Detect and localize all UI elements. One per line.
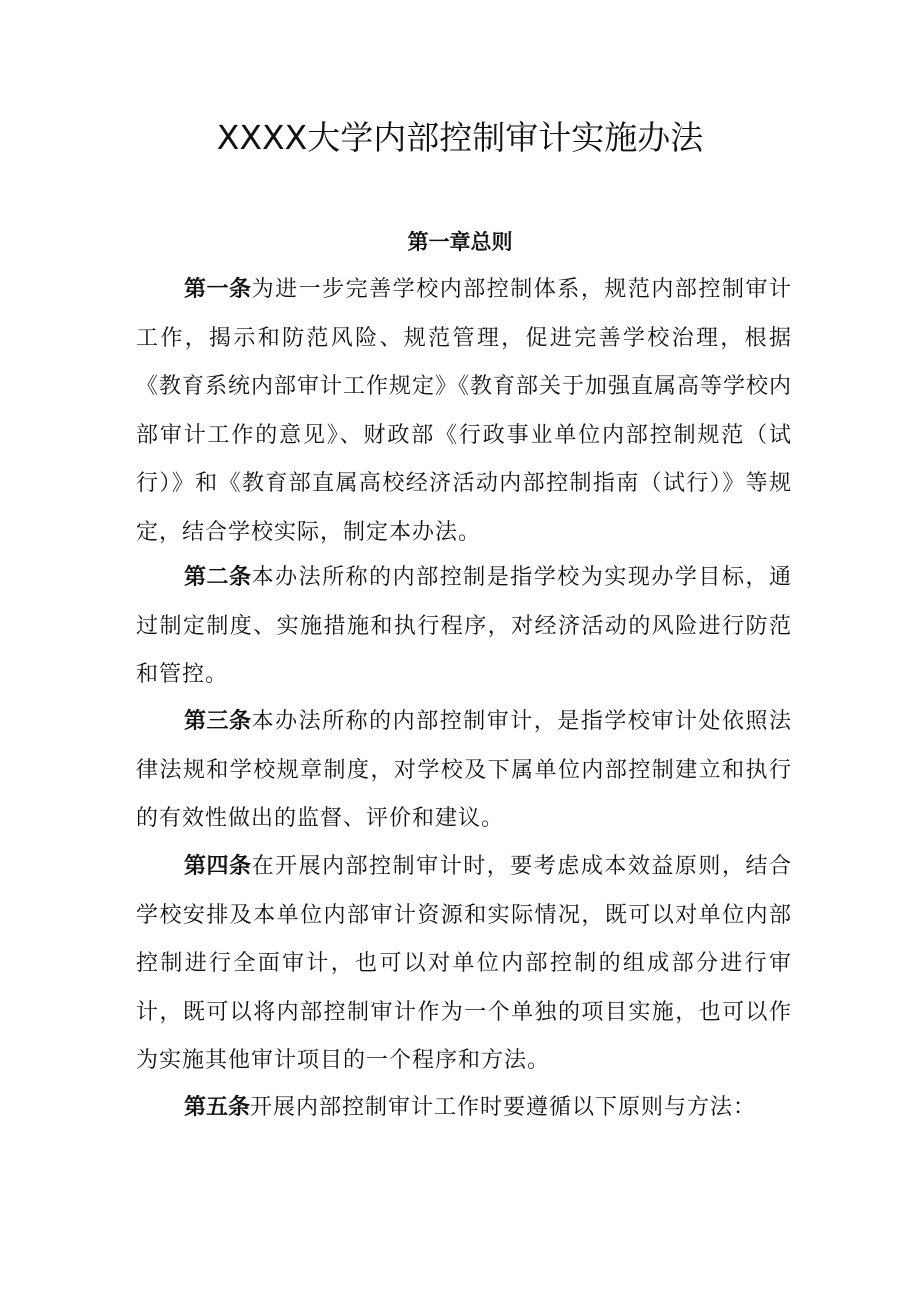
article-text: 本办法所称的内部控制审计，是指学校审计处依照法律法规和学校规章制度，对学校及下属单位内部控制建立和执行的有效性做出的监督、评价和建议。 bbox=[136, 709, 792, 831]
article-text: 本办法所称的内部控制是指学校为实现办学目标，通过制定制度、实施措施和执行程序，对经济活动的风险进行防范和管控。 bbox=[136, 565, 792, 687]
article-label: 第三条 bbox=[184, 709, 252, 734]
article-paragraph bbox=[136, 554, 792, 700]
article-text: 开展内部控制审计工作时要遵循以下原则与方法： bbox=[250, 1095, 757, 1120]
article-paragraph bbox=[136, 843, 792, 1086]
document-title: XXXX大学内部控制审计实施办法 bbox=[216, 118, 704, 157]
article-label: 第二条 bbox=[184, 565, 252, 590]
article-label: 第五条 bbox=[184, 1095, 251, 1120]
article-paragraph bbox=[136, 698, 792, 844]
article-label: 第一条 bbox=[184, 277, 252, 302]
article-text: 为进一步完善学校内部控制体系，规范内部控制审计工作，揭示和防范风险、规范管理，促进完善学校治理，根据《教育系统内部审计工作规定》《教育部关于加强直属高等学校内部审计工作的意见》、财政部《行政事业单位内部控制规范（试行）》和《教育部直属高校经济活动内部控制指南（试行）》等规定，结合学校实际，制定本办法。 bbox=[136, 277, 793, 545]
chapter-heading: 第一章总则 bbox=[407, 230, 513, 254]
article-label: 第四条 bbox=[184, 854, 252, 879]
article-paragraph bbox=[136, 1084, 792, 1133]
article-text: 在开展内部控制审计时，要考虑成本效益原则，结合学校安排及本单位内部审计资源和实际情况，既可以对单位内部控制进行全面审计，也可以对单位内部控制的组成部分进行审计，既可以将内部控制审计作为一个单独的项目实施，也可以作为实施其他审计项目的一个程序和方法。 bbox=[136, 854, 792, 1073]
article-paragraph bbox=[136, 266, 792, 557]
